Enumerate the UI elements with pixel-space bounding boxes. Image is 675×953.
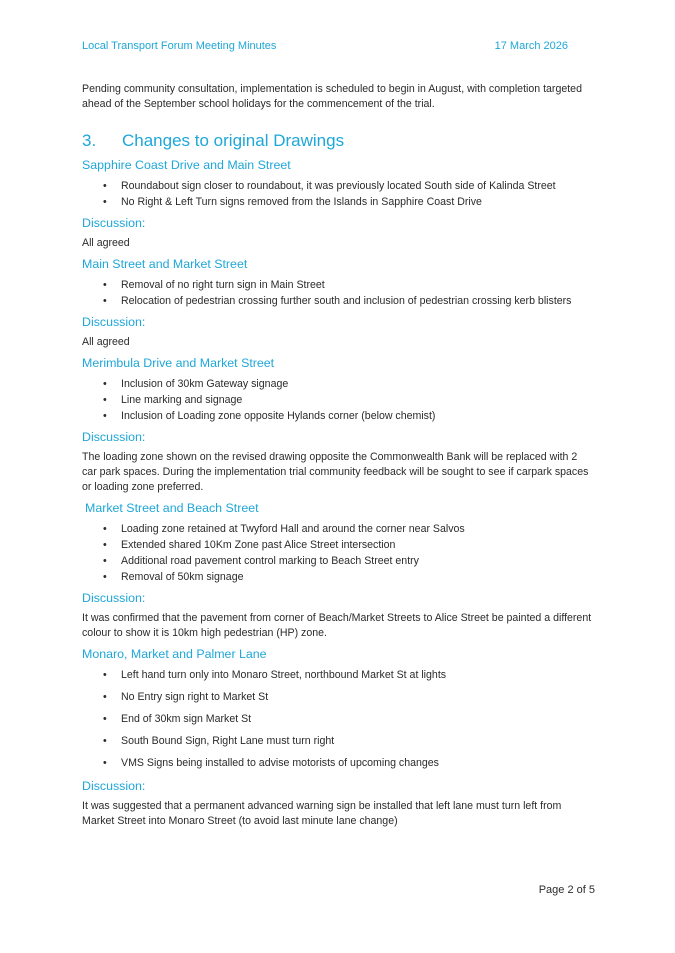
discussion-text: The loading zone shown on the revised drawing opposite the Commonwealth Bank will be replaced with 2 car park spaces. During the implementation trial community feedback will be sought to see if carpark spaces or loading zone preferred. [82, 451, 589, 493]
document-title: Local Transport Forum Meeting Minutes [82, 40, 277, 52]
intro-paragraph: Pending community consultation, implementation is scheduled to begin in August, with completion targeted ahead of the September school holidays for the commencement of the trial. [82, 83, 582, 110]
document-date: 17 March 2026 [494, 40, 568, 52]
bullet-icon: • [103, 378, 107, 390]
discussion-heading: Discussion: [82, 430, 146, 444]
bullet-icon: • [103, 394, 107, 406]
subsection-heading: Sapphire Coast Drive and Main Street [82, 158, 291, 172]
list-item: • VMS Signs being installed to advise motorists of upcoming changes [103, 757, 439, 769]
discussion-heading: Discussion: [82, 216, 146, 230]
bullet-list [82, 667, 592, 771]
list-item: • End of 30km sign Market St [103, 713, 252, 725]
list-item: • Removal of no right turn sign in Main Street [103, 279, 325, 291]
bullet-icon: • [103, 571, 107, 583]
subsection-heading: Market Street and Beach Street [85, 501, 259, 515]
discussion-text: It was confirmed that the pavement from corner of Beach/Market Streets to Alice Street be painted a different colour to show it is 10km high pedestrian (HP) zone. [82, 612, 592, 639]
discussion-text: All agreed [82, 336, 130, 348]
section-heading [82, 130, 592, 152]
section-title: Changes to original Drawings [122, 131, 345, 150]
bullet-icon: • [103, 539, 107, 551]
page-header [82, 40, 568, 56]
list-item: • Relocation of pedestrian crossing further south and inclusion of pedestrian crossing kerb blisters [103, 295, 572, 307]
page-content [82, 82, 592, 833]
bullet-icon: • [103, 180, 107, 192]
list-item: • Left hand turn only into Monaro Street, northbound Market St at lights [103, 669, 447, 681]
list-item: • Extended shared 10Km Zone past Alice Street intersection [103, 539, 396, 551]
list-item: • Line marking and signage [103, 394, 243, 406]
list-item: • Loading zone retained at Twyford Hall and around the corner near Salvos [103, 523, 465, 535]
discussion-text: It was suggested that a permanent advanced warning sign be installed that left lane must turn left from Market Street into Monaro Street (to avoid last minute lane change) [82, 800, 562, 827]
discussion-heading: Discussion: [82, 779, 146, 793]
bullet-icon: • [103, 295, 107, 307]
list-item: • Roundabout sign closer to roundabout, it was previously located South side of Kalinda Street [103, 180, 556, 192]
page-number: Page 2 of 5 [538, 884, 595, 896]
bullet-list [82, 376, 592, 424]
list-item: • South Bound Sign, Right Lane must turn right [103, 735, 335, 747]
list-item: • Inclusion of Loading zone opposite Hylands corner (below chemist) [103, 410, 436, 422]
bullet-icon: • [103, 669, 107, 681]
list-item: • Removal of 50km signage [103, 571, 244, 583]
bullet-icon: • [103, 691, 107, 703]
bullet-list [82, 521, 592, 585]
discussion-heading: Discussion: [82, 315, 146, 329]
subsection-heading: Monaro, Market and Palmer Lane [82, 647, 267, 661]
list-item: • Inclusion of 30km Gateway signage [103, 378, 289, 390]
list-item: • No Entry sign right to Market St [103, 691, 269, 703]
list-item: • Additional road pavement control marking to Beach Street entry [103, 555, 419, 567]
bullet-icon: • [103, 735, 107, 747]
bullet-icon: • [103, 410, 107, 422]
bullet-icon: • [103, 713, 107, 725]
bullet-icon: • [103, 523, 107, 535]
bullet-icon: • [103, 196, 107, 208]
bullet-list [82, 178, 592, 210]
section-number: 3. [82, 131, 97, 150]
list-item: • No Right & Left Turn signs removed from the Islands in Sapphire Coast Drive [103, 196, 482, 208]
subsection-heading: Main Street and Market Street [82, 257, 248, 271]
bullet-icon: • [103, 279, 107, 291]
discussion-heading: Discussion: [82, 591, 146, 605]
bullet-icon: • [103, 757, 107, 769]
bullet-icon: • [103, 555, 107, 567]
discussion-text: All agreed [82, 237, 130, 249]
bullet-list [82, 277, 592, 309]
subsection-heading: Merimbula Drive and Market Street [82, 356, 275, 370]
